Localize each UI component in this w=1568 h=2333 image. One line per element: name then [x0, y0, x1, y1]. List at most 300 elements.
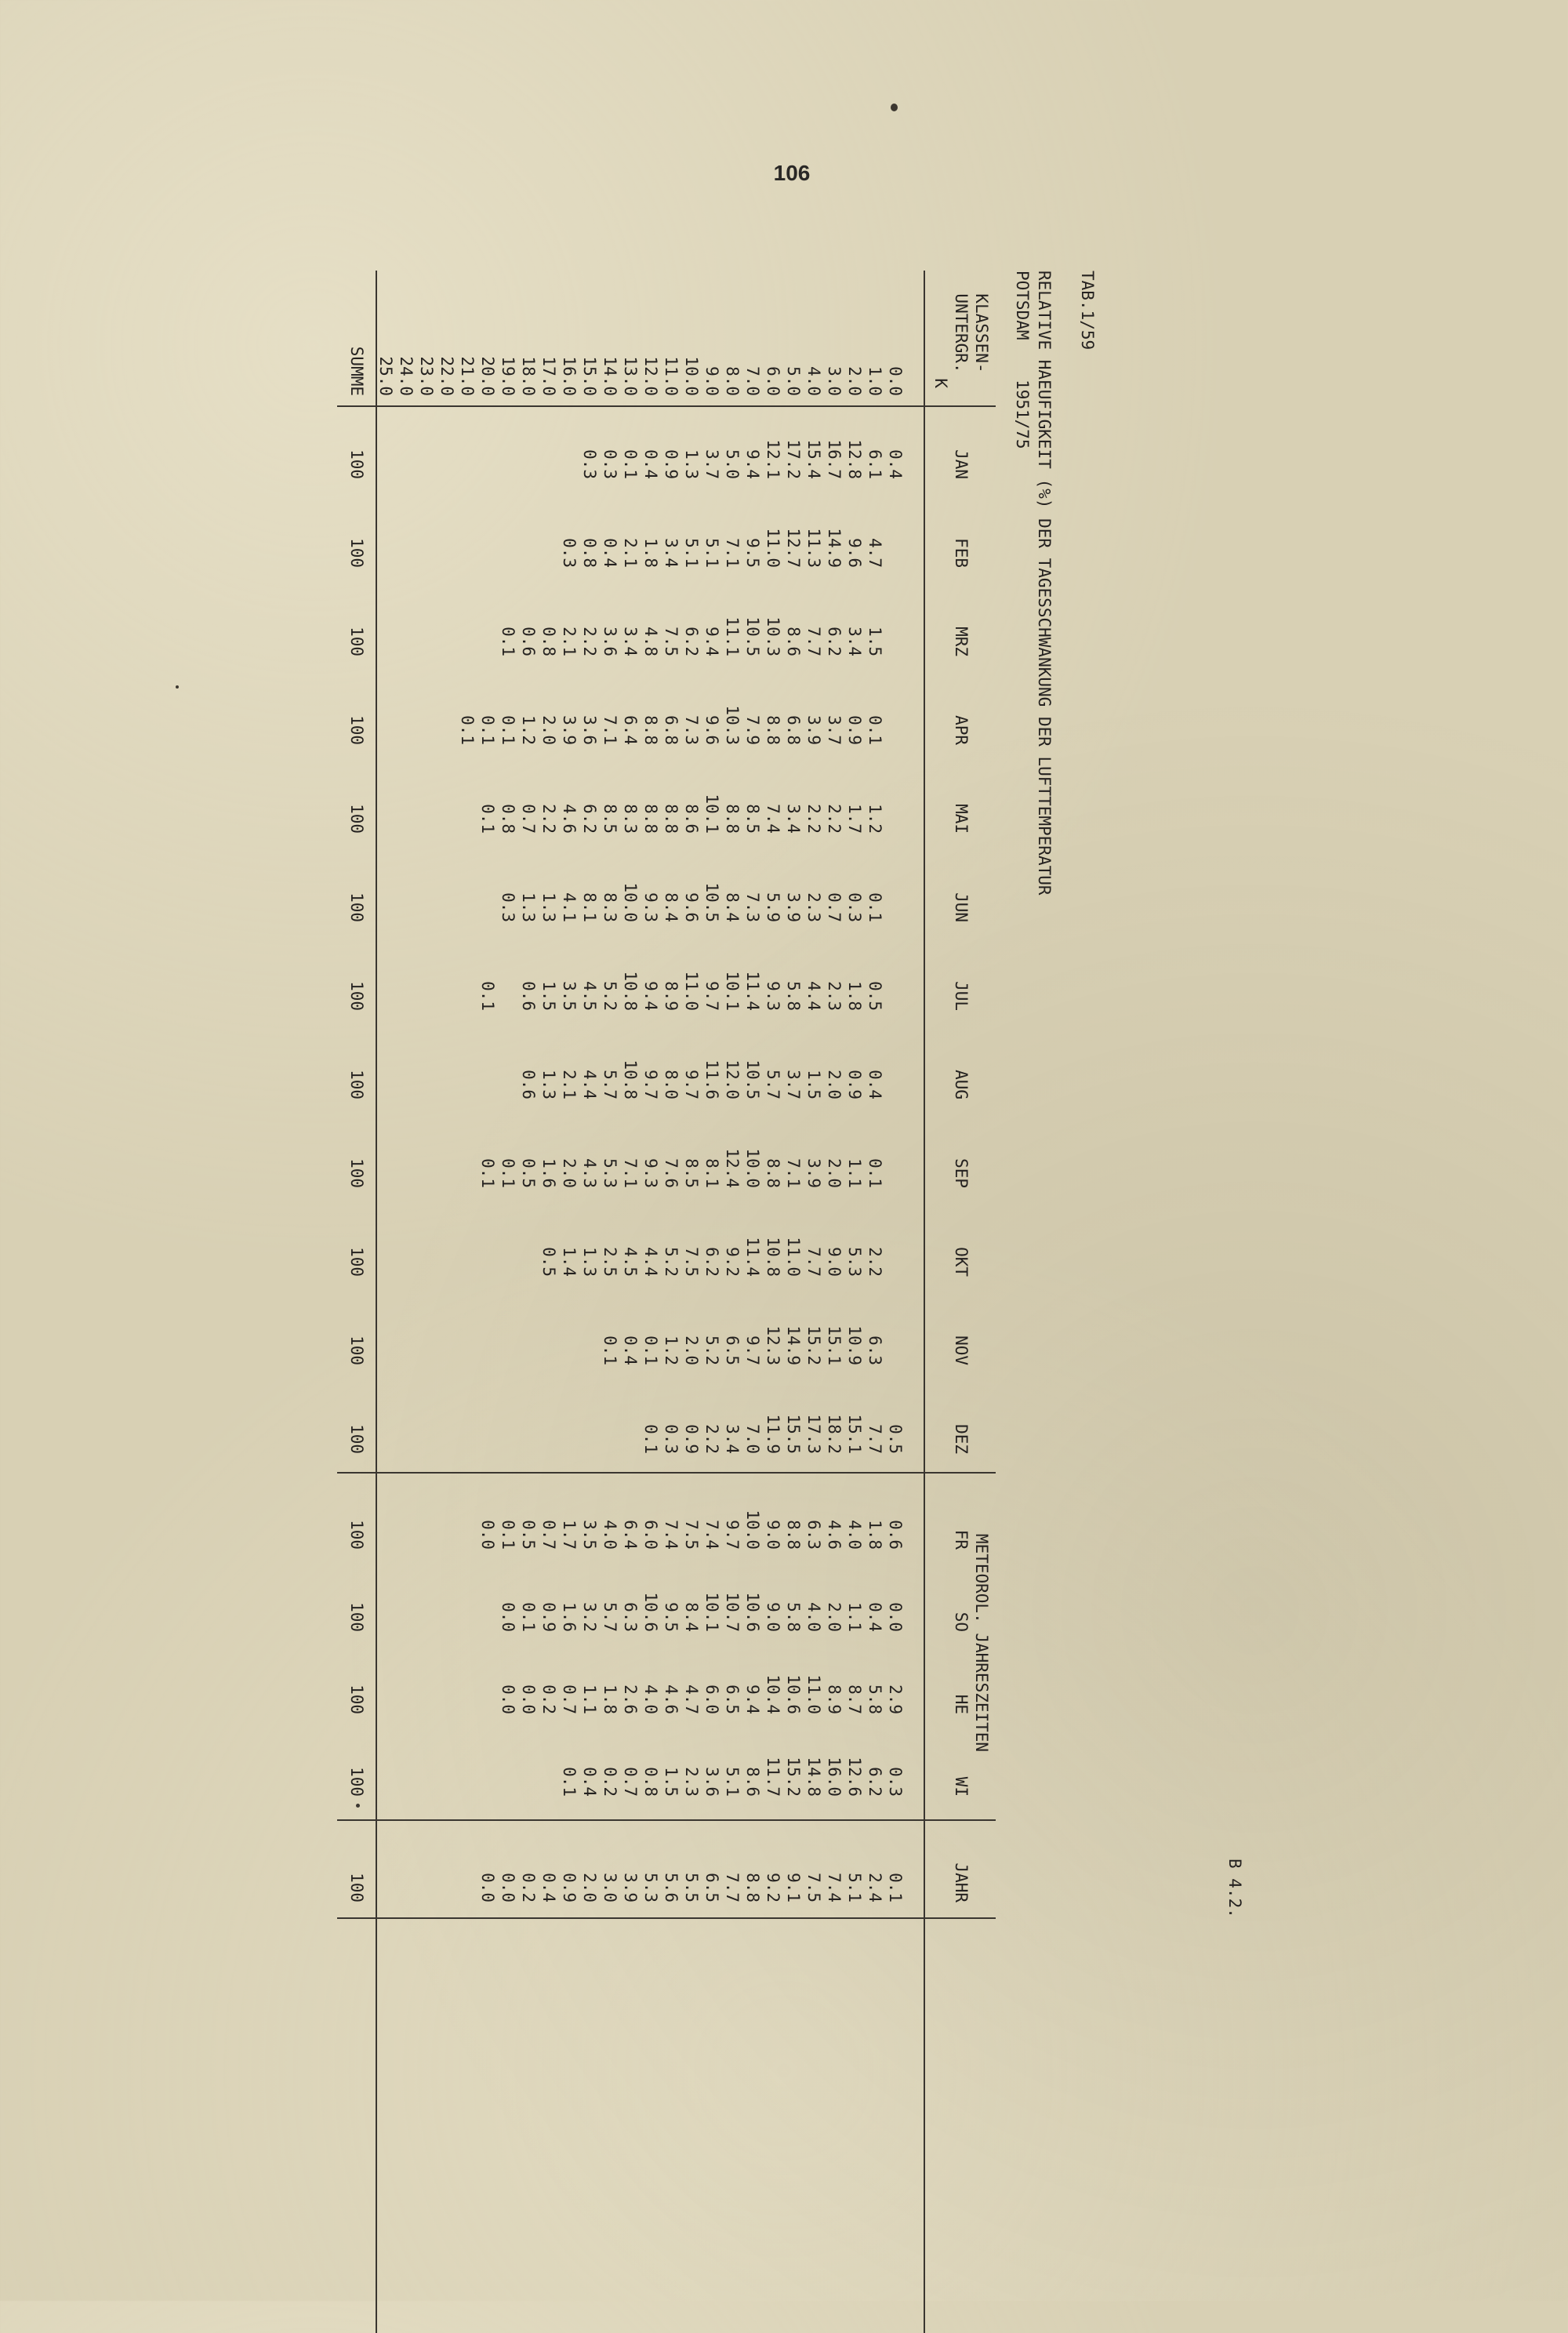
sum-season-cell: 100 — [347, 1602, 366, 1632]
season-cell: 2.9 — [886, 1684, 905, 1714]
year-cell: 0.0 — [478, 1873, 497, 1902]
season-cell: 1.1 — [845, 1602, 864, 1632]
table-row — [824, 271, 844, 2333]
table-row — [457, 271, 477, 2333]
month-cell: 7.7 — [804, 1247, 823, 1277]
table-row — [885, 271, 906, 2333]
month-cell: 15.2 — [804, 1325, 823, 1365]
header-month-9: OKT — [952, 1247, 971, 1277]
month-cell: 2.3 — [804, 892, 823, 922]
season-cell: 1.1 — [580, 1684, 599, 1714]
month-cell: 3.7 — [825, 715, 844, 745]
month-cell: 10.5 — [743, 1059, 762, 1099]
season-cell: 10.7 — [723, 1592, 742, 1632]
table-row — [539, 271, 559, 2333]
season-cell: 0.2 — [539, 1684, 558, 1714]
rotated-table-page — [8, 271, 1254, 2333]
table-row — [437, 271, 457, 2333]
season-cell: 4.7 — [682, 1684, 701, 1714]
header-month-7: AUG — [952, 1070, 971, 1099]
ink-spot — [891, 104, 898, 111]
class-label: 1.0 — [866, 366, 884, 396]
month-cell: 7.6 — [662, 1158, 681, 1188]
month-cell: 1.6 — [539, 1158, 558, 1188]
month-cell: 2.3 — [825, 981, 844, 1011]
month-cell: 5.1 — [682, 538, 701, 568]
month-cell: 2.2 — [702, 1424, 721, 1454]
month-cell: 11.4 — [743, 1237, 762, 1277]
season-cell: 9.0 — [764, 1602, 782, 1632]
season-cell: 4.0 — [601, 1520, 619, 1550]
month-cell: 0.3 — [560, 538, 579, 568]
season-cell: 15.2 — [784, 1757, 803, 1797]
season-cell: 6.4 — [621, 1520, 640, 1550]
season-cell: 2.3 — [682, 1767, 701, 1797]
season-cell: 1.8 — [866, 1520, 884, 1550]
month-cell: 5.7 — [601, 1070, 619, 1099]
season-cell: 4.6 — [662, 1684, 681, 1714]
month-cell: 3.7 — [784, 1070, 803, 1099]
season-cell: 2.0 — [825, 1602, 844, 1632]
header-month-0: JAN — [952, 449, 971, 479]
month-cell: 17.3 — [804, 1414, 823, 1454]
month-cell: 11.4 — [743, 971, 762, 1011]
month-cell: 0.7 — [825, 892, 844, 922]
season-cell: 6.3 — [621, 1602, 640, 1632]
month-cell: 3.4 — [662, 538, 681, 568]
month-cell: 8.4 — [723, 892, 742, 922]
month-cell: 2.0 — [825, 1158, 844, 1188]
month-cell: 10.5 — [743, 616, 762, 656]
month-cell: 2.0 — [539, 715, 558, 745]
season-cell: 0.1 — [560, 1767, 579, 1797]
month-cell: 8.0 — [662, 1070, 681, 1099]
month-cell: 7.5 — [682, 1247, 701, 1277]
season-cell: 0.2 — [601, 1767, 619, 1797]
header-season-1: SO — [952, 1612, 971, 1632]
month-cell: 5.1 — [702, 538, 721, 568]
month-cell: 11.0 — [764, 528, 782, 568]
season-cell: 7.4 — [702, 1520, 721, 1550]
season-cell: 3.2 — [580, 1602, 599, 1632]
season-cell: 6.0 — [702, 1684, 721, 1714]
month-cell: 4.1 — [560, 892, 579, 922]
season-cell: 16.0 — [825, 1757, 844, 1797]
month-cell: 0.5 — [519, 1158, 538, 1188]
month-cell: 3.6 — [601, 627, 619, 656]
table-row — [579, 271, 600, 2333]
season-cell: 1.5 — [662, 1767, 681, 1797]
month-cell: 3.9 — [804, 1158, 823, 1188]
season-cell: 0.3 — [886, 1767, 905, 1797]
month-cell: 8.8 — [764, 715, 782, 745]
month-cell: 1.1 — [845, 1158, 864, 1188]
header-month-2: MRZ — [952, 627, 971, 656]
month-cell: 0.1 — [499, 627, 517, 656]
month-cell: 0.8 — [499, 804, 517, 834]
month-cell: 6.1 — [866, 449, 884, 479]
season-cell: 10.0 — [743, 1510, 762, 1550]
year-cell: 0.9 — [560, 1873, 579, 1902]
season-cell: 0.0 — [886, 1602, 905, 1632]
month-cell: 1.2 — [662, 1335, 681, 1365]
season-cell: 9.0 — [764, 1520, 782, 1550]
month-cell: 0.9 — [662, 449, 681, 479]
month-cell: 10.8 — [764, 1237, 782, 1277]
section-code: B 4.2. — [1225, 1859, 1244, 1918]
month-cell: 8.4 — [662, 892, 681, 922]
season-cell: 10.6 — [743, 1592, 762, 1632]
month-cell: 0.6 — [519, 981, 538, 1011]
month-cell: 1.5 — [804, 1070, 823, 1099]
table-row — [641, 271, 661, 2333]
year-cell: 5.3 — [641, 1873, 660, 1902]
sum-month-cell: 100 — [347, 449, 366, 479]
season-cell: 9.7 — [723, 1520, 742, 1550]
class-label: 25.0 — [376, 356, 395, 396]
month-cell: 0.8 — [539, 627, 558, 656]
month-cell: 2.0 — [560, 1158, 579, 1188]
month-cell: 8.8 — [764, 1158, 782, 1188]
season-cell: 4.0 — [641, 1684, 660, 1714]
month-cell: 14.9 — [825, 528, 844, 568]
month-cell: 2.2 — [804, 804, 823, 834]
year-cell: 2.4 — [866, 1873, 884, 1902]
season-cell: 8.7 — [845, 1684, 864, 1714]
month-cell: 6.3 — [866, 1335, 884, 1365]
month-cell: 6.5 — [723, 1335, 742, 1365]
month-cell: 0.4 — [601, 538, 619, 568]
season-cell: 6.0 — [641, 1520, 660, 1550]
page-number: 106 — [773, 161, 811, 185]
month-cell: 11.0 — [784, 1237, 803, 1277]
month-cell: 2.1 — [560, 627, 579, 656]
month-cell: 18.2 — [825, 1414, 844, 1454]
month-cell: 1.3 — [539, 1070, 558, 1099]
month-cell: 10.5 — [702, 882, 721, 922]
table-title: RELATIVE HAEUFIGKEIT (%) DER TAGESSCHWANKUNG DER LUFTTEMPERATUR — [1035, 271, 1054, 896]
month-cell: 3.4 — [621, 627, 640, 656]
table-row — [396, 271, 416, 2333]
month-cell: 2.1 — [560, 1070, 579, 1099]
month-cell: 1.5 — [866, 627, 884, 656]
season-cell: 8.9 — [825, 1684, 844, 1714]
month-cell: 9.5 — [743, 538, 762, 568]
class-label: 11.0 — [662, 356, 681, 396]
table-row — [844, 271, 865, 2333]
month-cell: 4.4 — [641, 1247, 660, 1277]
month-cell: 9.7 — [743, 1335, 762, 1365]
season-cell: 8.4 — [682, 1602, 701, 1632]
class-label: 18.0 — [519, 356, 538, 396]
month-cell: 17.2 — [784, 439, 803, 479]
class-label: 6.0 — [764, 366, 782, 396]
season-cell: 1.8 — [601, 1684, 619, 1714]
month-cell: 8.5 — [601, 804, 619, 834]
month-cell: 2.0 — [825, 1070, 844, 1099]
sum-month-cell: 100 — [347, 1070, 366, 1099]
month-cell: 4.5 — [580, 981, 599, 1011]
season-cell: 0.6 — [886, 1520, 905, 1550]
table-row — [722, 271, 742, 2333]
month-cell: 0.9 — [845, 1070, 864, 1099]
month-cell: 0.3 — [845, 892, 864, 922]
month-cell: 0.1 — [499, 1158, 517, 1188]
sum-season-cell: 100 — [347, 1767, 366, 1797]
header-month-1: FEB — [952, 538, 971, 568]
month-cell: 9.3 — [641, 892, 660, 922]
month-cell: 4.5 — [621, 1247, 640, 1277]
season-cell: 0.7 — [621, 1767, 640, 1797]
month-cell: 2.0 — [682, 1335, 701, 1365]
month-cell: 1.3 — [519, 892, 538, 922]
month-cell: 7.4 — [764, 804, 782, 834]
month-cell: 5.7 — [764, 1070, 782, 1099]
month-cell: 3.4 — [723, 1424, 742, 1454]
season-cell: 0.0 — [478, 1520, 497, 1550]
month-cell: 1.3 — [539, 892, 558, 922]
month-cell: 0.3 — [499, 892, 517, 922]
header-col1-line2: UNTERGR. — [952, 293, 971, 373]
month-cell: 8.9 — [662, 981, 681, 1011]
sum-season-cell: 100 — [347, 1520, 366, 1550]
month-cell: 10.8 — [621, 971, 640, 1011]
month-cell: 3.6 — [580, 715, 599, 745]
season-cell: 0.1 — [519, 1602, 538, 1632]
season-cell: 3.5 — [580, 1520, 599, 1550]
class-label: 8.0 — [723, 366, 742, 396]
month-cell: 0.6 — [519, 1070, 538, 1099]
month-cell: 12.1 — [764, 439, 782, 479]
class-label: 23.0 — [417, 356, 436, 396]
month-cell: 7.9 — [743, 715, 762, 745]
month-cell: 5.3 — [601, 1158, 619, 1188]
month-cell: 10.3 — [723, 705, 742, 745]
season-cell: 0.7 — [560, 1684, 579, 1714]
month-cell: 3.7 — [702, 449, 721, 479]
header-col1-line3: K — [931, 378, 950, 388]
month-cell: 6.2 — [825, 627, 844, 656]
class-label: 5.0 — [784, 366, 803, 396]
class-label: 20.0 — [478, 356, 497, 396]
month-cell: 5.9 — [764, 892, 782, 922]
month-cell: 9.7 — [641, 1070, 660, 1099]
table-row — [518, 271, 539, 2333]
month-cell: 2.1 — [621, 538, 640, 568]
month-cell: 4.8 — [641, 627, 660, 656]
month-cell: 16.7 — [825, 439, 844, 479]
month-cell: 9.7 — [702, 981, 721, 1011]
month-cell: 0.4 — [866, 1070, 884, 1099]
header-month-10: NOV — [952, 1335, 971, 1365]
month-cell: 0.4 — [641, 449, 660, 479]
season-cell: 9.4 — [743, 1684, 762, 1714]
class-label: 3.0 — [825, 366, 844, 396]
month-cell: 6.2 — [580, 804, 599, 834]
month-cell: 0.1 — [866, 892, 884, 922]
month-cell: 1.3 — [580, 1247, 599, 1277]
table-row — [763, 271, 783, 2333]
month-cell: 9.4 — [702, 627, 721, 656]
month-cell: 2.2 — [580, 627, 599, 656]
season-cell: 0.8 — [641, 1767, 660, 1797]
month-cell: 11.1 — [723, 616, 742, 656]
table-row — [783, 271, 804, 2333]
month-cell: 11.0 — [682, 971, 701, 1011]
class-label: 14.0 — [601, 356, 619, 396]
season-cell: 4.0 — [845, 1520, 864, 1550]
class-label: 10.0 — [682, 356, 701, 396]
month-cell: 0.3 — [580, 449, 599, 479]
class-label: 0.0 — [886, 366, 905, 396]
sum-month-cell: 100 — [347, 1158, 366, 1188]
year-cell: 8.8 — [743, 1873, 762, 1902]
month-cell: 7.0 — [743, 1424, 762, 1454]
month-cell: 10.0 — [743, 1148, 762, 1188]
class-label: 24.0 — [397, 356, 416, 396]
season-cell: 2.6 — [621, 1684, 640, 1714]
header-month-4: MAI — [952, 804, 971, 834]
year-cell: 3.9 — [621, 1873, 640, 1902]
season-cell: 10.1 — [702, 1592, 721, 1632]
month-cell: 1.5 — [539, 981, 558, 1011]
season-cell: 14.8 — [804, 1757, 823, 1797]
month-cell: 1.4 — [560, 1247, 579, 1277]
sum-month-cell: 100 — [347, 892, 366, 922]
header-rule — [924, 271, 925, 2333]
month-cell: 6.8 — [662, 715, 681, 745]
header-month-3: APR — [952, 715, 971, 745]
table-row — [559, 271, 579, 2333]
month-cell: 12.0 — [723, 1059, 742, 1099]
month-cell: 0.4 — [621, 1335, 640, 1365]
sum-month-cell: 100 — [347, 1247, 366, 1277]
month-cell: 15.5 — [784, 1414, 803, 1454]
season-cell: 10.4 — [764, 1674, 782, 1714]
sum-month-cell: 100 — [347, 981, 366, 1011]
month-cell: 10.3 — [764, 616, 782, 656]
season-cell: 5.8 — [866, 1684, 884, 1714]
header-month-6: JUL — [952, 981, 971, 1011]
class-label: 16.0 — [560, 356, 579, 396]
header-season-2: HE — [952, 1694, 971, 1714]
month-cell: 2.5 — [601, 1247, 619, 1277]
month-cell: 9.3 — [641, 1158, 660, 1188]
season-cell: 10.6 — [641, 1592, 660, 1632]
month-cell: 0.8 — [580, 538, 599, 568]
season-cell: 0.0 — [519, 1684, 538, 1714]
header-season-3: WI — [952, 1776, 971, 1797]
month-cell: 3.9 — [560, 715, 579, 745]
month-cell: 2.2 — [866, 1247, 884, 1277]
year-cell: 5.1 — [845, 1873, 864, 1902]
year-cell: 0.0 — [499, 1873, 517, 1902]
month-cell: 5.2 — [702, 1335, 721, 1365]
month-cell: 15.1 — [825, 1325, 844, 1365]
month-cell: 12.7 — [784, 528, 803, 568]
month-cell: 0.1 — [641, 1424, 660, 1454]
month-cell: 4.6 — [560, 804, 579, 834]
month-cell: 9.6 — [845, 538, 864, 568]
sum-month-cell: 100 — [347, 627, 366, 656]
month-cell: 8.6 — [682, 804, 701, 834]
month-cell: 5.3 — [845, 1247, 864, 1277]
month-cell: 2.2 — [539, 804, 558, 834]
month-cell: 8.3 — [621, 804, 640, 834]
month-cell: 0.5 — [539, 1247, 558, 1277]
month-cell: 9.2 — [723, 1247, 742, 1277]
sum-month-cell: 100 — [347, 1335, 366, 1365]
month-cell: 0.4 — [886, 449, 905, 479]
month-cell: 3.9 — [784, 892, 803, 922]
month-cell: 9.4 — [641, 981, 660, 1011]
month-cell: 8.8 — [641, 804, 660, 834]
month-cell: 7.7 — [804, 627, 823, 656]
season-cell: 5.8 — [784, 1602, 803, 1632]
year-cell: 5.5 — [682, 1873, 701, 1902]
year-cell: 7.5 — [804, 1873, 823, 1902]
month-cell: 9.4 — [743, 449, 762, 479]
month-cell: 8.5 — [743, 804, 762, 834]
class-label: 2.0 — [845, 366, 864, 396]
year-cell: 0.4 — [539, 1873, 558, 1902]
month-cell: 0.1 — [866, 1158, 884, 1188]
table-row — [600, 271, 620, 2333]
season-cell: 9.5 — [662, 1602, 681, 1632]
month-cell: 10.1 — [702, 794, 721, 834]
year-cell: 7.7 — [723, 1873, 742, 1902]
class-label: 12.0 — [641, 356, 660, 396]
year-cell: 0.1 — [886, 1873, 905, 1902]
month-cell: 7.1 — [621, 1158, 640, 1188]
month-cell: 4.7 — [866, 538, 884, 568]
month-cell: 6.2 — [702, 1247, 721, 1277]
season-cell: 6.3 — [804, 1520, 823, 1550]
class-label: 15.0 — [580, 356, 599, 396]
month-cell: 0.6 — [519, 627, 538, 656]
month-cell: 1.7 — [845, 804, 864, 834]
table-row — [498, 271, 518, 2333]
month-cell: 12.4 — [723, 1148, 742, 1188]
month-cell: 0.1 — [641, 1335, 660, 1365]
season-cell: 0.0 — [499, 1602, 517, 1632]
month-cell: 7.1 — [723, 538, 742, 568]
month-cell: 6.2 — [682, 627, 701, 656]
year-cell: 0.2 — [519, 1873, 538, 1902]
class-label: 4.0 — [804, 366, 823, 396]
month-cell: 11.9 — [764, 1414, 782, 1454]
month-cell: 1.8 — [845, 981, 864, 1011]
month-cell: 5.2 — [662, 1247, 681, 1277]
table-row — [742, 271, 763, 2333]
month-cell: 0.5 — [886, 1424, 905, 1454]
header-col1-line1: KLASSEN- — [972, 293, 991, 373]
month-cell: 0.1 — [458, 715, 477, 745]
sum-month-cell: 100 — [347, 715, 366, 745]
season-cell: 7.4 — [662, 1520, 681, 1550]
sum-month-cell: 100 — [347, 538, 366, 568]
month-cell: 8.5 — [682, 1158, 701, 1188]
season-cell: 0.5 — [519, 1520, 538, 1550]
table-row — [376, 271, 396, 2333]
month-cell: 8.6 — [784, 627, 803, 656]
month-cell: 0.1 — [478, 981, 497, 1011]
month-cell: 8.1 — [702, 1158, 721, 1188]
month-cell: 10.1 — [723, 971, 742, 1011]
month-cell: 7.7 — [866, 1424, 884, 1454]
month-cell: 9.3 — [764, 981, 782, 1011]
month-cell: 11.6 — [702, 1059, 721, 1099]
